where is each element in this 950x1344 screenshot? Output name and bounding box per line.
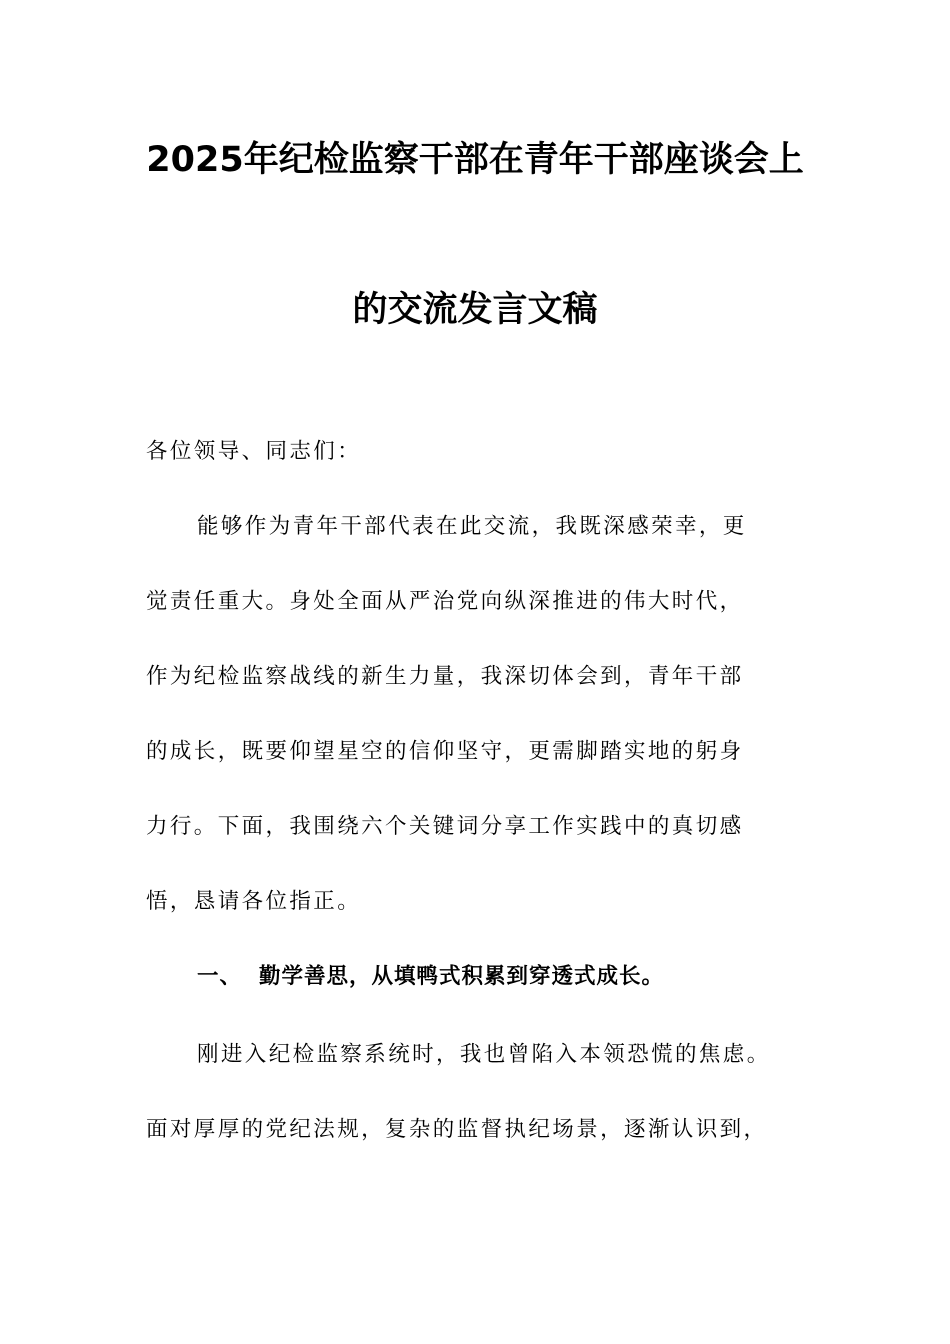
intro-line-2: 觉责任重大。身处全面从严治党向纵深推进的伟大时代， — [146, 589, 744, 614]
document-title-line-2: 的交流发言文稿 — [352, 290, 598, 330]
intro-line-1: 能够作为青年干部代表在此交流，我既深感荣幸，更 — [197, 514, 747, 539]
intro-line-4: 的成长，既要仰望星空的信仰坚守，更需脚踏实地的躬身 — [146, 739, 744, 764]
section-1-heading — [197, 962, 664, 992]
document-title-line-1: 2025年纪检监察干部在青年干部座谈会上 — [146, 140, 804, 180]
intro-line-5: 力行。下面，我围绕六个关键词分享工作实践中的真切感 — [146, 814, 744, 839]
intro-line-6: 悟，恳请各位指正。 — [146, 889, 362, 914]
intro-line-3: 作为纪检监察战线的新生力量，我深切体会到，青年干部 — [146, 664, 744, 689]
section-1-line-2: 面对厚厚的党纪法规，复杂的监督执纪场景，逐渐认识到， — [146, 1117, 768, 1142]
section-1-number: 一、 — [197, 964, 243, 989]
section-1-line-1: 刚进入纪检监察系统时，我也曾陷入本领恐慌的焦虑。 — [197, 1042, 771, 1067]
section-1-heading-text: 勤学善思，从填鸭式积累到穿透式成长。 — [259, 964, 665, 989]
salutation: 各位领导、同志们： — [146, 439, 362, 464]
